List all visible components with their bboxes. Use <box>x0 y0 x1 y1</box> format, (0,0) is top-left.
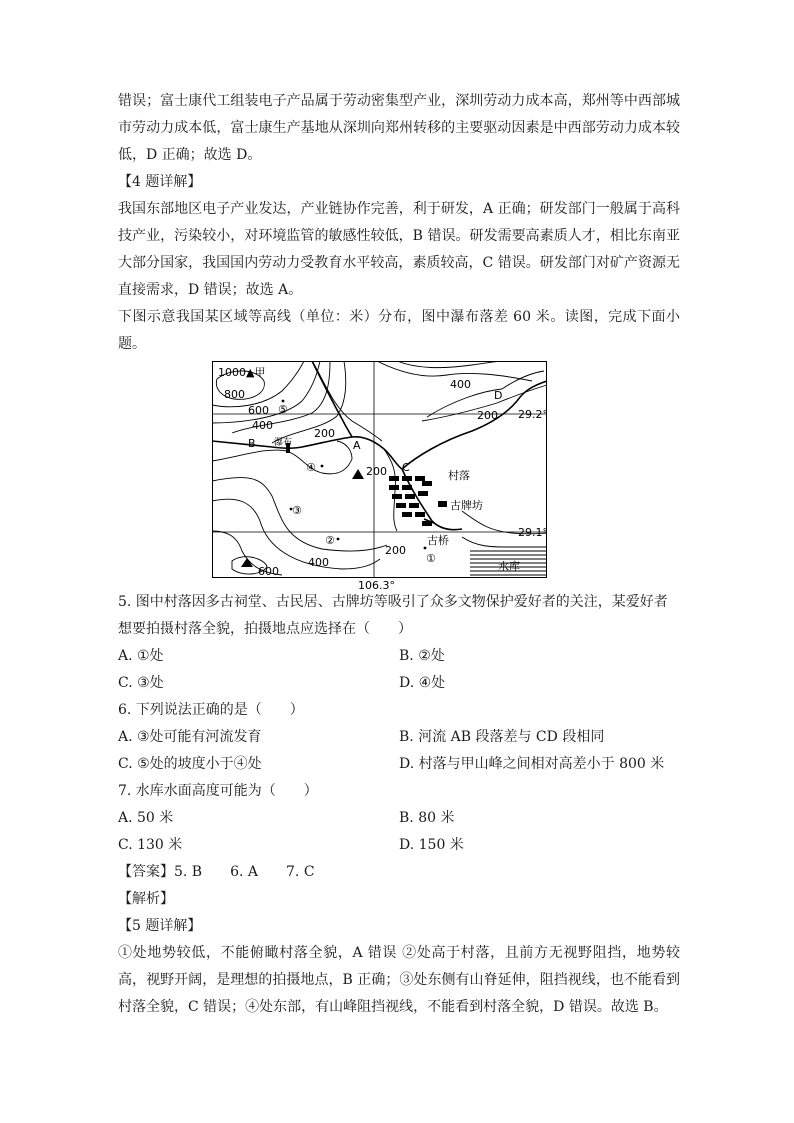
peak-200-marker <box>352 469 364 479</box>
label-bridge: 古桥 <box>427 534 449 547</box>
document-page <box>118 88 680 1021</box>
q6-option-b: B. 河流 AB 段落差与 CD 段相同 <box>399 729 605 745</box>
label-B: B <box>248 437 256 450</box>
q7-options-row-1 <box>118 805 680 832</box>
q6-option-d: D. 村落与甲山峰之间相对高差小于 800 米 <box>399 756 665 772</box>
q4-heading: 【4 题详解】 <box>118 174 202 190</box>
label-contour-400-north: 400 <box>450 378 471 391</box>
map-intro: 下图示意我国某区域等高线（单位：米）分布，图中瀑布落差 60 米。读图，完成下面小题。 <box>118 309 680 352</box>
label-contour-200-peak: 200 <box>366 465 387 478</box>
label-point-1: ① <box>426 552 436 565</box>
label-contour-800: 800 <box>224 388 245 401</box>
label-peak-jia: 1000▲甲 <box>218 366 266 379</box>
label-A: A <box>353 439 361 452</box>
label-waterfall: 瀑布 <box>274 438 293 448</box>
q7-option-b: B. 80 米 <box>399 810 455 826</box>
peak-600-marker <box>241 558 253 567</box>
label-latitude-29-1: 29.1° <box>518 526 548 539</box>
label-contour-400-west: 400 <box>252 419 273 432</box>
contour-map <box>212 361 550 589</box>
q6-options-row-2 <box>118 751 680 778</box>
q5-option-d: D. ④处 <box>399 675 446 691</box>
q6-option-c: C. ⑤处的坡度小于④处 <box>118 756 262 772</box>
label-point-5: ⑤ <box>278 403 288 416</box>
label-contour-400-south: 400 <box>308 556 329 569</box>
q5-option-b: B. ②处 <box>399 648 445 664</box>
label-contour-600: 600 <box>248 404 269 417</box>
label-contour-200-east: 200 <box>477 409 498 422</box>
label-D: D <box>494 389 503 402</box>
question-6: 6. 下列说法正确的是（ ） <box>118 702 304 718</box>
question-7: 7. 水库水面高度可能为（ ） <box>118 783 318 799</box>
q5-explanation: ①处地势较低，不能俯瞰村落全貌，A 错误 ②处高于村落，且前方无视野阻挡，地势较高，视野开阔，是理想的拍摄地点，B 正确；③处东侧有山脊延伸，阻挡视线，也不能看到村落全貌，C 错误；④处东部，有山峰阻挡视线，不能看到村落全貌，D 错误。故选 B。 <box>118 945 680 1015</box>
q7-options-row-2 <box>118 832 680 859</box>
q7-option-c: C. 130 米 <box>118 837 183 853</box>
label-point-4: ④ <box>306 461 316 474</box>
analysis-heading: 【解析】 <box>118 891 174 907</box>
contour-map-svg <box>212 361 550 589</box>
label-contour-200-north: 200 <box>314 427 335 440</box>
q4-explanation: 我国东部地区电子产业发达，产业链协作完善，利于研发，A 正确；研发部门一般属于高科技产业，污染较小，对环境监管的敏感性较低，B 错误。研发需要高素质人才，相比东南亚大部分国家，我国国内劳动力受教育水平较高，素质较高，C 错误。研发部门对矿产资源无直接需求，D 错误；故选 A。 <box>118 201 680 298</box>
label-contour-600-south: 600 <box>258 565 279 578</box>
answer-line: 【答案】5. B 6. A 7. C <box>118 864 315 880</box>
q5-options-row-1 <box>118 643 680 670</box>
q5-option-c: C. ③处 <box>118 675 164 691</box>
river <box>212 361 547 530</box>
label-reservoir: 水库 <box>498 560 520 573</box>
q7-option-a: A. 50 米 <box>118 810 174 826</box>
q6-option-a: A. ③处可能有河流发育 <box>118 729 262 745</box>
label-longitude: 106.3° <box>358 579 395 589</box>
q7-option-d: D. 150 米 <box>399 837 464 853</box>
label-point-3: ③ <box>292 504 302 517</box>
paifang-mark <box>438 501 447 507</box>
label-C: C <box>402 461 410 474</box>
label-point-2: ② <box>325 534 335 547</box>
label-contour-200-south: 200 <box>385 544 406 557</box>
label-latitude-29-2: 29.2° <box>518 408 548 421</box>
q5-detail-heading: 【5 题详解】 <box>118 918 202 934</box>
paragraph-q3-conclusion: 错误；富士康代工组装电子产品属于劳动密集型产业，深圳劳动力成本高，郑州等中西部城市劳动力成本低，富士康生产基地从深圳向郑州转移的主要驱动因素是中西部劳动力成本较低，D 正确；故选 D。 <box>118 93 680 163</box>
q5-option-a: A. ①处 <box>118 648 164 664</box>
q5-options-row-2 <box>118 670 680 697</box>
question-5: 5. 图中村落因多古祠堂、古民居、古牌坊等吸引了众多文物保护爱好者的关注，某爱好者想要拍摄村落全貌，拍摄地点应选择在（ ） <box>118 594 668 637</box>
label-village: 村落 <box>448 469 470 482</box>
q6-options-row-1 <box>118 724 680 751</box>
label-paifang: 古牌坊 <box>450 499 483 512</box>
